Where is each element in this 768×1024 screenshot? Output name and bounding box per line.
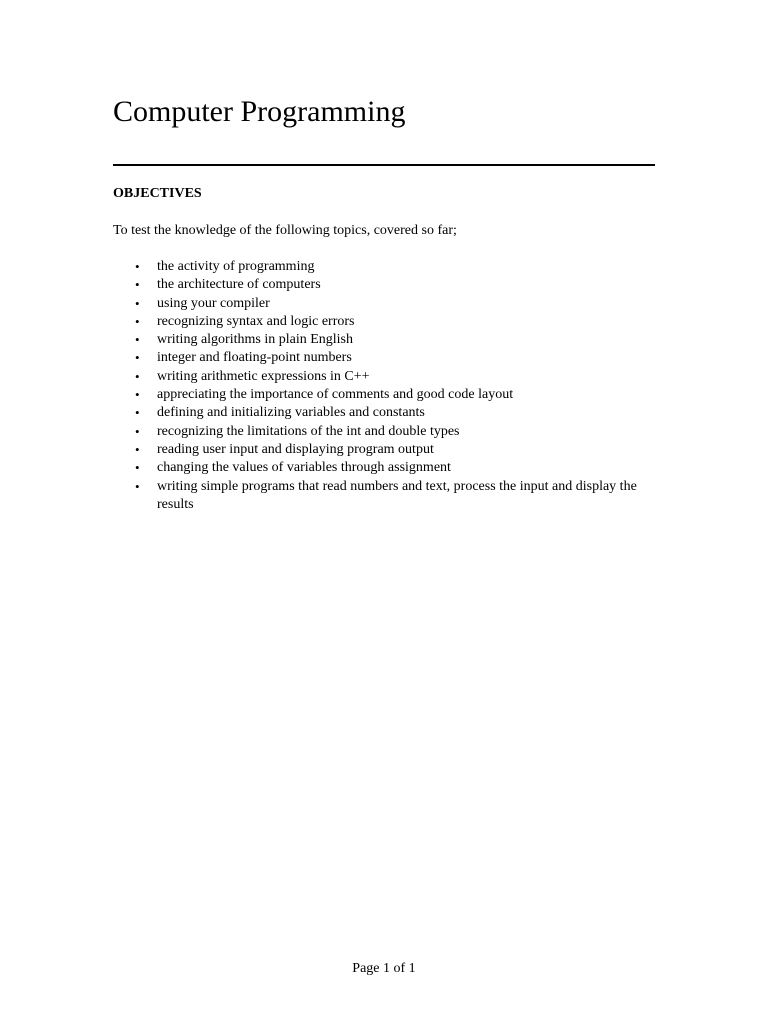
list-item bbox=[113, 459, 658, 477]
bullet-icon: • bbox=[135, 313, 140, 329]
intro-paragraph: To test the knowledge of the following topics, covered so far; bbox=[113, 223, 457, 238]
title-divider bbox=[113, 164, 655, 166]
list-item bbox=[113, 404, 658, 422]
list-item-text: changing the values of variables through assignment bbox=[157, 460, 451, 476]
bullet-icon: • bbox=[135, 259, 140, 274]
bullet-icon: • bbox=[135, 387, 140, 403]
bullet-icon: • bbox=[135, 332, 140, 348]
bullet-icon: • bbox=[135, 460, 140, 476]
list-item-text: the architecture of computers bbox=[157, 277, 321, 293]
list-item-text: using your compiler bbox=[157, 295, 270, 311]
list-item-text: writing arithmetic expressions in C++ bbox=[157, 368, 370, 384]
list-item-text: the activity of programming bbox=[157, 259, 315, 274]
bullet-icon: • bbox=[135, 405, 140, 421]
list-item bbox=[113, 331, 658, 349]
list-item-text: integer and floating-point numbers bbox=[157, 350, 352, 366]
list-item bbox=[113, 478, 658, 515]
list-item bbox=[113, 258, 658, 276]
list-item bbox=[113, 386, 658, 404]
list-item-text: recognizing syntax and logic errors bbox=[157, 313, 355, 329]
bullet-icon: • bbox=[135, 478, 140, 494]
list-item bbox=[113, 295, 658, 313]
list-item bbox=[113, 441, 658, 459]
list-item-text: reading user input and displaying program output bbox=[157, 441, 434, 457]
document-title: Computer Programming bbox=[113, 95, 406, 128]
section-heading-objectives: OBJECTIVES bbox=[113, 186, 202, 201]
list-item bbox=[113, 368, 658, 386]
list-item bbox=[113, 313, 658, 331]
list-item-text: writing simple programs that read numbers and text, process the input and display the results bbox=[157, 478, 637, 512]
list-item bbox=[113, 276, 658, 294]
bullet-icon: • bbox=[135, 350, 140, 366]
bullet-icon: • bbox=[135, 441, 140, 457]
list-item bbox=[113, 349, 658, 367]
bullet-icon: • bbox=[135, 277, 140, 293]
bullet-icon: • bbox=[135, 423, 140, 439]
objectives-list bbox=[113, 258, 658, 514]
list-item-text: defining and initializing variables and constants bbox=[157, 405, 425, 421]
list-item-text: appreciating the importance of comments and good code layout bbox=[157, 387, 514, 403]
list-item-text: writing algorithms in plain English bbox=[157, 332, 353, 348]
bullet-icon: • bbox=[135, 295, 140, 311]
list-item-text: recognizing the limitations of the int and double types bbox=[157, 423, 460, 439]
bullet-icon: • bbox=[135, 368, 140, 384]
list-item bbox=[113, 423, 658, 441]
page-number-footer: Page 1 of 1 bbox=[352, 961, 416, 976]
